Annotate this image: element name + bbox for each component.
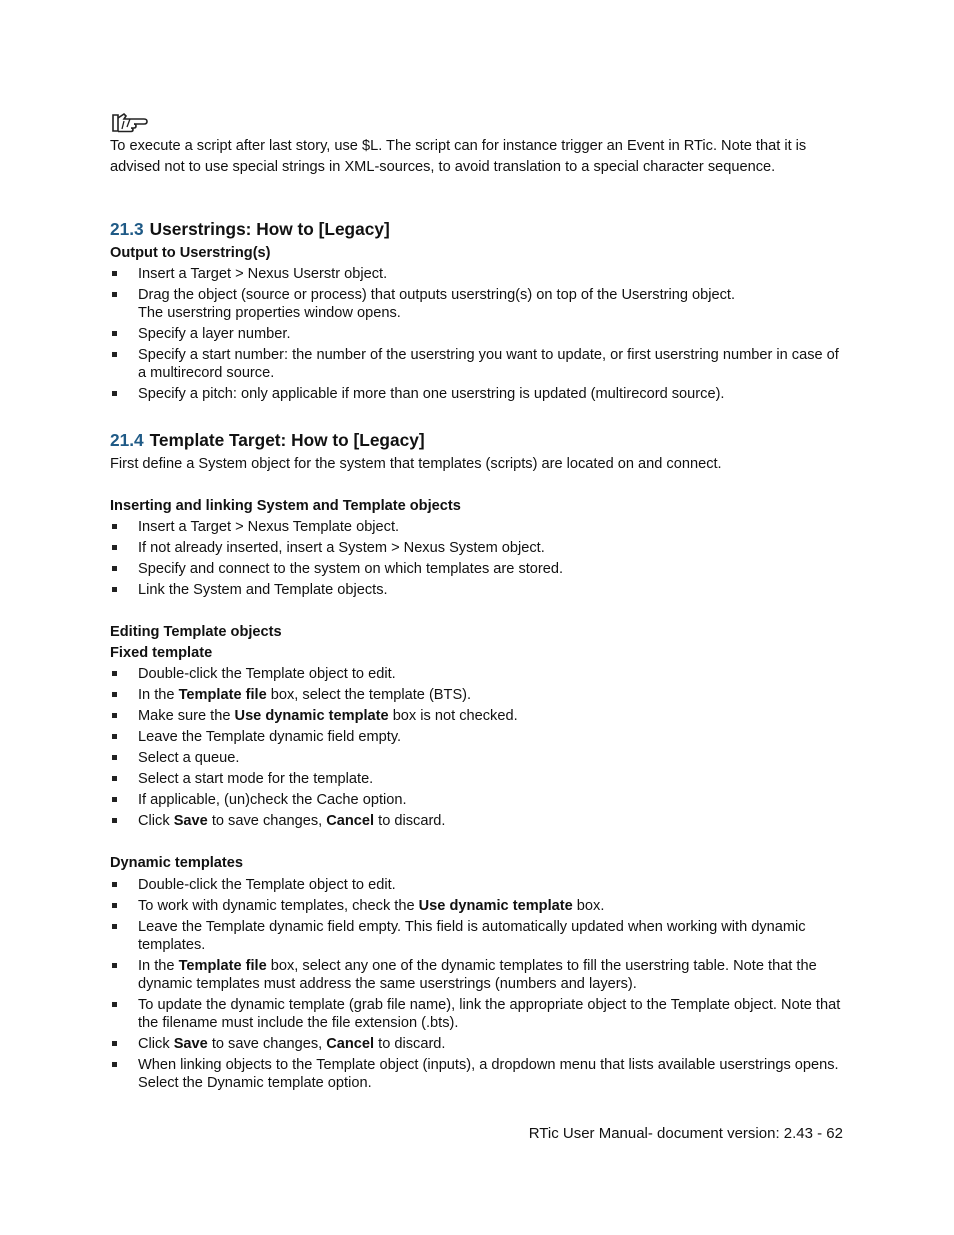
section-intro: First define a System object for the system that templates (scripts) are located on and connect. [110, 456, 722, 472]
list-item: Specify a pitch: only applicable if more than one userstring is updated (multirecord source). [110, 385, 848, 403]
list-item: Specify a start number: the number of the userstring you want to update, or first userstring number in case of a multirecord source. [110, 346, 848, 382]
dynamic-template-steps-list [110, 876, 848, 1095]
list-item: To update the dynamic template (grab file name), link the appropriate object to the Template object. Note that the filename must include the file extension (.bts). [110, 996, 848, 1032]
list-item: If not already inserted, insert a System > Nexus System object. [110, 539, 848, 557]
list-item: Specify a layer number. [110, 325, 848, 343]
subheading-inserting-linking: Inserting and linking System and Template objects [110, 498, 461, 514]
list-item: Leave the Template dynamic field empty. This field is automatically updated when working with dynamic templates. [110, 918, 848, 954]
list-item: Insert a Target > Nexus Template object. [110, 518, 848, 536]
list-item: Click Save to save changes, Cancel to discard. [110, 812, 848, 830]
subheading-output-to-userstrings: Output to Userstring(s) [110, 245, 271, 261]
list-item: Double-click the Template object to edit. [110, 876, 848, 894]
section-heading-21-4 [110, 429, 425, 451]
subheading-fixed-template: Fixed template [110, 645, 213, 661]
list-item: Insert a Target > Nexus Userstr object. [110, 265, 848, 283]
subheading-editing-template: Editing Template objects [110, 624, 282, 640]
userstring-steps-list [110, 265, 848, 406]
fixed-template-steps-list [110, 665, 848, 833]
list-item: Make sure the Use dynamic template box is not checked. [110, 707, 848, 725]
list-item: In the Template file box, select the template (BTS). [110, 686, 848, 704]
section-title: Template Target: How to [Legacy] [149, 430, 425, 450]
list-item: Select a queue. [110, 749, 848, 767]
linking-steps-list [110, 518, 848, 602]
list-item: When linking objects to the Template object (inputs), a dropdown menu that lists available userstrings opens. Select the Dynamic template option. [110, 1056, 848, 1092]
subheading-dynamic-templates: Dynamic templates [110, 855, 244, 871]
page-footer: RTic User Manual- document version: 2.43 - 62 [528, 1125, 843, 1142]
list-item: To work with dynamic templates, check the Use dynamic template box. [110, 897, 848, 915]
list-item: If applicable, (un)check the Cache option. [110, 791, 848, 809]
list-item: Drag the object (source or process) that outputs userstring(s) on top of the Userstring object. [110, 286, 848, 304]
list-item: Double-click the Template object to edit. [110, 665, 848, 683]
section-number: 21.3 [110, 219, 144, 239]
section-number: 21.4 [110, 430, 144, 450]
pointing-hand-icon [110, 111, 150, 135]
list-item: In the Template file box, select any one of the dynamic templates to fill the userstring table. Note that the dynamic templates must address the same userstrings (numbers and layers). [110, 957, 848, 993]
list-item: Specify and connect to the system on which templates are stored. [110, 560, 848, 578]
list-item-continuation: The userstring properties window opens. [138, 305, 401, 321]
section-heading-21-3 [110, 218, 390, 240]
list-item: Link the System and Template objects. [110, 581, 848, 599]
list-item: Leave the Template dynamic field empty. [110, 728, 848, 746]
section-title: Userstrings: How to [Legacy] [149, 219, 390, 239]
note-text: To execute a script after last story, use $L. The script can for instance trigger an Event in RTic. Note that it is advised not to use special strings in XML-sources, to avoid translation to a special character sequence. [110, 138, 807, 175]
list-item: Click Save to save changes, Cancel to discard. [110, 1035, 848, 1053]
list-item: Select a start mode for the template. [110, 770, 848, 788]
